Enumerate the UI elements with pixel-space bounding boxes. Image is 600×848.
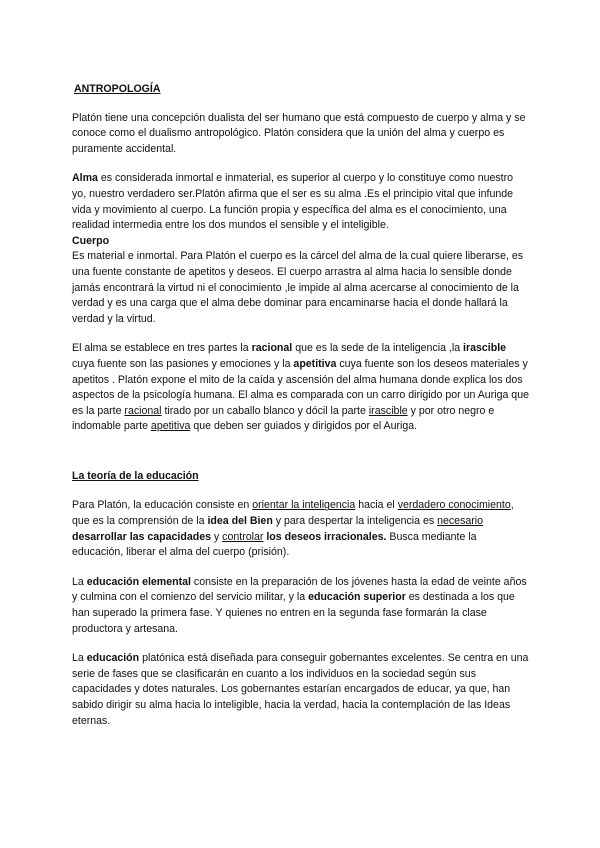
underline-irascible: irascible (368, 404, 408, 417)
term-educacion-superior: educación superior (308, 591, 406, 604)
paragraph-educacion-platonica (72, 651, 530, 729)
partes-text-5: tirado por un caballo blanco y dócil la parte (161, 404, 369, 417)
educacion-text-1: Para Platón, la educación consiste en (72, 499, 253, 512)
paragraph-educacion (72, 498, 530, 560)
partes-text-1: El alma se establece en tres partes la (72, 342, 252, 355)
paragraph-educacion-elemental (72, 575, 530, 637)
educacion-text-2: hacia el (355, 499, 398, 512)
educacion-text-8: Busca mediante la educación, liberar el alma del cuerpo (prisión). (72, 530, 477, 559)
partes-text-4: cuya fuente son los deseos materiales y apetitos . Platón expone el mito de la caída y ascensión del alma humana donde explica los dos aspectos de la psicología humana. El alma es comparada con un carro dirigido por un Auriga que es la parte (72, 357, 529, 417)
underline-necesario: necesario (437, 515, 484, 528)
platonica-text-1: La (72, 652, 87, 665)
underline-verdadero-conocimiento: verdadero conocimiento (397, 499, 511, 512)
paragraph-alma (72, 171, 530, 233)
underline-racional: racional (124, 404, 162, 417)
partes-text-6: y por otro negro e indomable parte (72, 404, 495, 433)
educacion-text-3: , que es la comprensión de la (72, 499, 514, 528)
term-irascible: irascible (463, 342, 507, 355)
underline-controlar: controlar (222, 530, 264, 543)
underline-orientar: orientar la inteligencia (252, 499, 356, 512)
paragraph-partes-alma (72, 341, 530, 435)
paragraph-cuerpo: Es material e inmortal. Para Platón el cuerpo es la cárcel del alma de la cual quiere liberarse, es una fuente constante de apetitos y deseos. El cuerpo arrastra al alma hacia lo sensible donde jamás encontrará la virtud ni el conocimiento ,le impide al alma acercarse al conocimiento de la verdad y es una carga que el alma debe dominar para encaminarse hacia el donde hallará la verdad y la virtud. (72, 250, 524, 325)
partes-text-2: que es la sede de la inteligencia ,la (292, 342, 464, 355)
term-alma: Alma (72, 172, 98, 185)
term-deseos-irracionales: los deseos irracionales. (266, 530, 387, 543)
elemental-text-2: consiste en la preparación de los jóvenes hasta la edad de veinte años y culmina con el comienzo del servicio militar, y la (72, 575, 527, 604)
alma-text: es considerada inmortal e inmaterial, es superior al cuerpo y lo constituye como nuestro yo, nuestro verdadero ser.Platón afirma que el ser es su alma .Es el principio vital que infunde vida y movimiento al cuerpo. La función propia y específica del alma es el conocimiento, una realidad intermedia entre los dos mundos el sensible y el inteligible. (72, 172, 514, 232)
elemental-text-3: es destinada a los que han superado la primera fase. Y quienes no entren en la segunda fase formarán la clase productora y artesana. (72, 591, 515, 635)
term-apetitiva: apetitiva (293, 357, 337, 370)
term-idea-bien: idea del Bien (207, 515, 273, 528)
title-antropologia: ANTROPOLOGÍA (74, 83, 161, 95)
term-racional: racional (251, 342, 293, 355)
title-educacion: La teoría de la educación (72, 469, 199, 482)
elemental-text-1: La (72, 575, 87, 588)
term-desarrollar: desarrollar las capacidades (72, 530, 211, 543)
partes-text-3: cuya fuente son las pasiones y emociones y la (72, 357, 294, 370)
educacion-text-6: y (210, 530, 223, 543)
heading-cuerpo: Cuerpo (72, 234, 110, 247)
paragraph-dualismo: Platón tiene una concepción dualista del ser humano que está compuesto de cuerpo y alma y se conoce como el dualismo antropológico. Platón considera que la unión del alma y cuerpo es puramente accidental. (72, 111, 526, 155)
educacion-text-4: y para despertar la inteligencia es (272, 515, 438, 528)
term-educacion-elemental: educación elemental (86, 575, 191, 588)
underline-apetitiva: apetitiva (150, 420, 191, 433)
platonica-text-2: platónica está diseñada para conseguir gobernantes excelentes. Se centra en una serie de fases que se clasificarán en cuanto a los individuos en la sociedad según sus capacidades y dotes naturales. Los gobernantes estarían encargados de educar, ya que, han sabido dirigir su alma hacia lo inteligible, hacia la verdad, hacia la contemplación de las Ideas eternas. (72, 652, 529, 727)
term-educacion: educación (86, 652, 140, 665)
partes-text-7: que deben ser guiados y dirigidos por el Auriga. (190, 420, 418, 433)
